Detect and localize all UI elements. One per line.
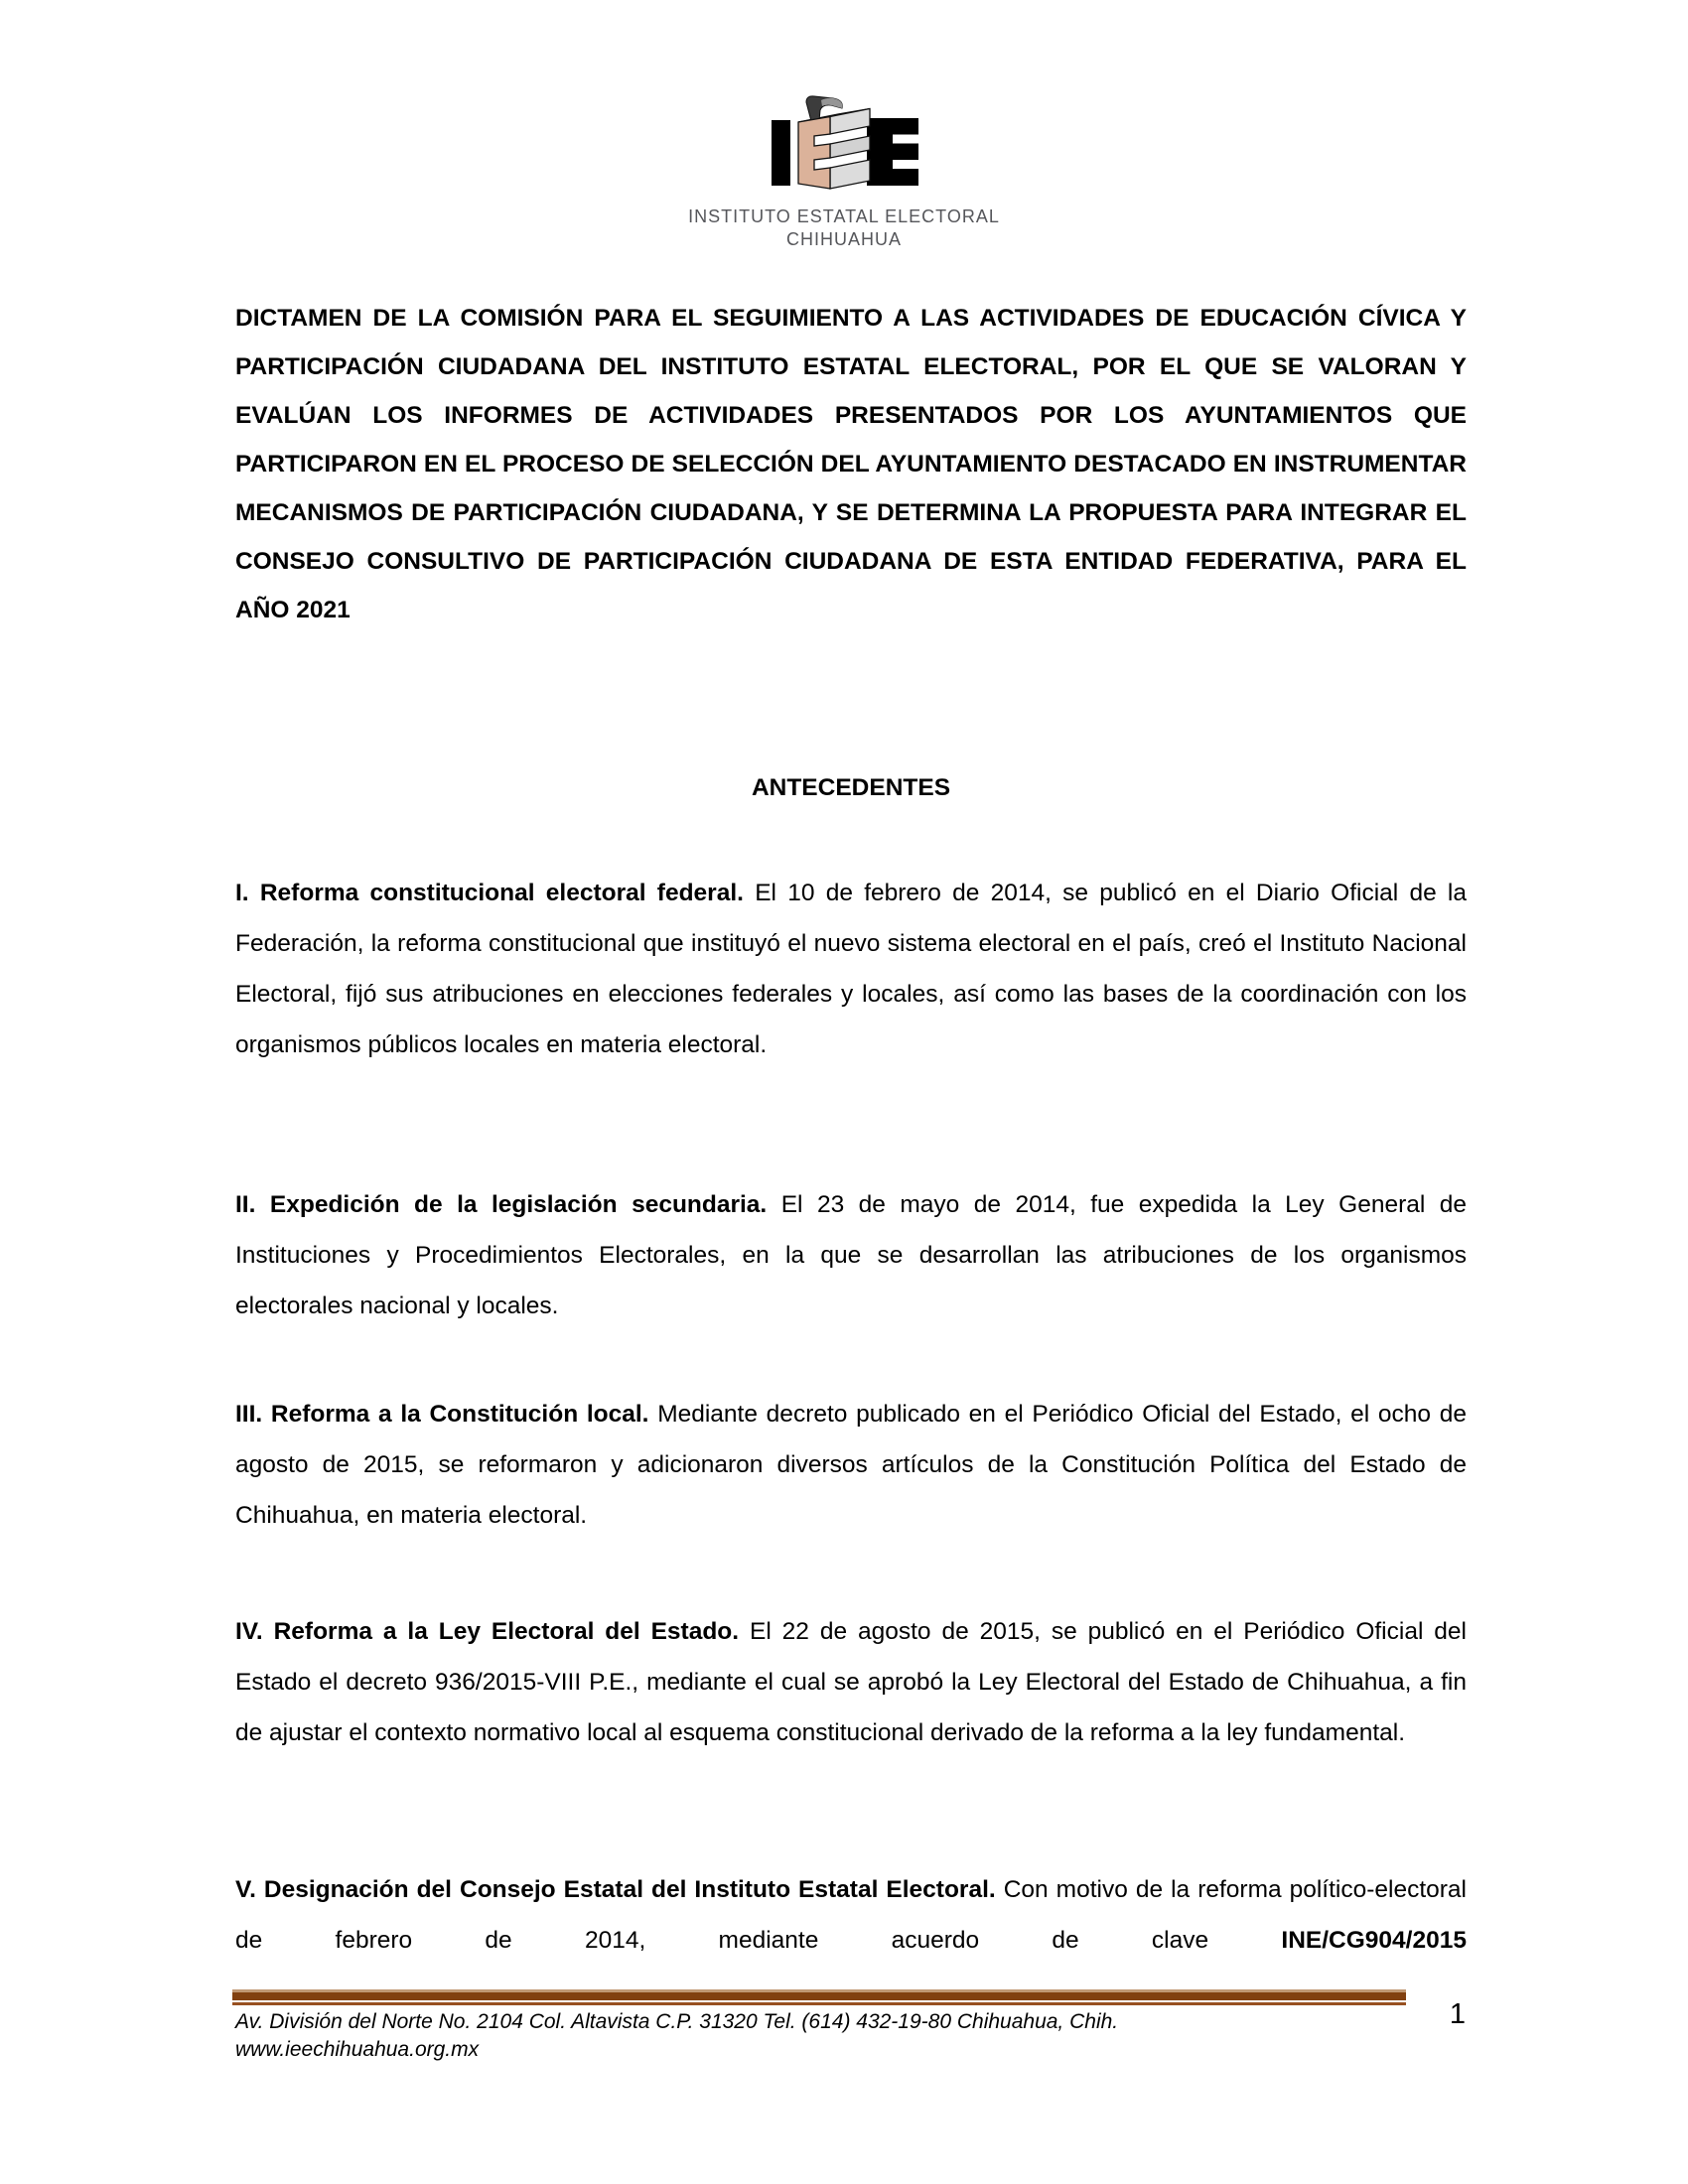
paragraph-5-lead: V. Designación del Consejo Estatal del Instituto Estatal Electoral. — [235, 1876, 1004, 1903]
page-number: 1 — [1449, 1998, 1467, 2030]
iee-ballot-box-logo-icon — [771, 94, 919, 194]
paragraph-5-text: Con motivo de la reforma político-electoral de febrero de 2014, mediante acuerdo de clave — [235, 1876, 1468, 1954]
paragraph-antecedente-5 — [235, 1864, 1467, 1966]
paragraph-5-accord-key: INE/CG904/2015 — [1281, 1927, 1467, 1954]
paragraph-1-lead: I. Reforma constitucional electoral federal. — [235, 880, 756, 906]
paragraph-antecedente-2 — [235, 1179, 1467, 1331]
logo-caption-line2: CHIHUAHUA — [785, 229, 902, 249]
paragraph-4-text: El 22 de agosto de 2015, se publicó en el Periódico Oficial del Estado el decreto 936/2015-VIII P.E., mediante el cual se aprobó la Ley Electoral del Estado de Chihuahua, a fin de ajustar el contexto normativo local al esquema constitucional derivado de la reforma a la ley fundamental. — [235, 1618, 1467, 1746]
document-title: DICTAMEN DE LA COMISIÓN PARA EL SEGUIMIENTO A LAS ACTIVIDADES DE EDUCACIÓN CÍVICA Y PARTICIPACIÓN CIUDADANA DEL INSTITUTO ESTATAL ELECTORAL, POR EL QUE SE VALORAN Y EVALÚAN LOS INFORMES DE ACTIVIDADES PRESENTADOS POR LOS AYUNTAMIENTOS QUE PARTICIPARON EN EL PROCESO DE SELECCIÓN DEL AYUNTAMIENTO DESTACADO EN INSTRUMENTAR MECANISMOS DE PARTICIPACIÓN CIUDADANA, Y SE DETERMINA LA PROPUESTA PARA INTEGRAR EL CONSEJO CONSULTIVO DE PARTICIPACIÓN CIUDADANA DE ESTA ENTIDAD FEDERATIVA, PARA EL AÑO 2021 — [235, 305, 1467, 623]
paragraph-3-text: Mediante decreto publicado en el Periódico Oficial del Estado, el ocho de agosto de 2015, se reformaron y adicionaron diversos artículos de la Constitución Política del Estado de Chihuahua, en materia electoral. — [235, 1401, 1468, 1529]
footer-website: www.ieechihuahua.org.mx — [235, 2038, 480, 2061]
paragraph-antecedente-4 — [235, 1606, 1467, 1758]
section-heading-antecedentes: ANTECEDENTES — [751, 774, 951, 801]
paragraph-2-lead: II. Expedición de la legislación secundaria. — [235, 1191, 781, 1218]
logo-caption — [0, 205, 1688, 251]
footer-rule-thick — [232, 1992, 1406, 2000]
footer-address: Av. División del Norte No. 2104 Col. Altavista C.P. 31320 Tel. (614) 432-19-80 Chihuahua, Chih. — [235, 2010, 1119, 2033]
paragraph-1-text: El 10 de febrero de 2014, se publicó en el Diario Oficial de la Federación, la reforma constitucional que instituyó el nuevo sistema electoral en el país, creó el Instituto Nacional Electoral, fijó sus atribuciones en elecciones federales y locales, así como las bases de la coordinación con los organismos públicos locales en materia electoral. — [235, 880, 1468, 1058]
paragraph-2-text: El 23 de mayo de 2014, fue expedida la Ley General de Instituciones y Procedimientos Electorales, en la que se desarrollan las atribuciones de los organismos electorales nacional y locales. — [235, 1191, 1468, 1319]
paragraph-antecedente-3 — [235, 1389, 1467, 1541]
paragraph-3-lead: III. Reforma a la Constitución local. — [235, 1401, 658, 1428]
footer-text — [235, 2008, 1467, 2064]
footer-rule — [232, 1989, 1406, 2005]
logo-caption-line1: INSTITUTO ESTATAL ELECTORAL — [688, 206, 1000, 226]
paragraph-4-lead: IV. Reforma a la Ley Electoral del Estado. — [235, 1618, 750, 1645]
paragraph-antecedente-1 — [235, 868, 1467, 1070]
footer-rule-thin — [232, 2002, 1406, 2005]
